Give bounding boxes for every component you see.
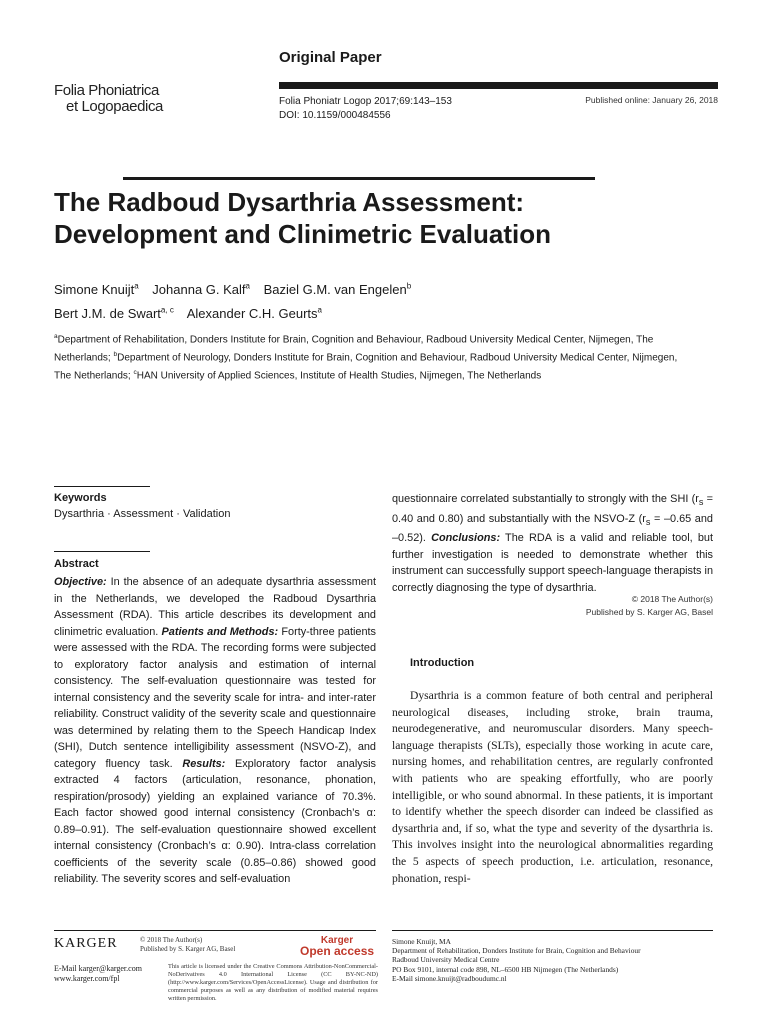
abstract-continuation: questionnaire correlated substantially to strongly with the SHI ($r_s = 0.40$ and 0.80) and substantially with the NSVO-Z ($r_s = -0.65$ and –0.52). Conclusions: The RDA is a valid and reliable tool, but further investigation is needed to demonstrate whether this instrument can successfully support speech-language therapists in correctly diagnosing the type of dysarthria. [392, 493, 713, 594]
introduction-heading: Introduction [410, 657, 475, 669]
abstract-copyright: © 2018 The Author(s) Published by S. Karger AG, Basel [585, 594, 713, 617]
footer-rule-right [392, 930, 713, 931]
publisher-logo: KARGER [54, 936, 118, 951]
publisher-contact [54, 964, 142, 984]
citation-block [279, 95, 452, 123]
introduction-body: Dysarthria is a common feature of both central and peripheral neurological diseases, including stroke, brain trauma, neurodegenerative, and neuromuscular disorders. Many speech-language therapists (SLTs), especially those working in acute care, nursing homes, and rehabilitation centres, are regularly confronted with patients who are speaking effortfully, who are poorly intelligible, or who sound abnormal. In these patients, it is important to identify whether the speech disorder can indeed be classified as dysarthria and, if so, what the type and severity of the dysarthria is. This involves insight into the neurological abnormalities regarding the 5 aspects of speech production, i.e. articulation, resonance, phonation, respi- [392, 689, 713, 885]
abstract-heading: Abstract [54, 558, 99, 570]
keywords-heading: Keywords [54, 492, 107, 504]
citation: Folia Phoniatr Logop 2017;69:143–153 [279, 96, 452, 107]
license-text: This article is licensed under the Creative Commons Attribution-NonCommercial-NoDerivatives 4.0 International License (CC BY-NC-ND) (http://www.karger.com/Services/OpenAccessLicense). Usage and distribution for commercial purposes as well as any distribution of modified material requires written permission. [168, 963, 378, 1002]
journal-name-line2: et Logopaedica [66, 98, 163, 115]
author-list [54, 277, 714, 324]
author[interactable]: Johanna G. Kalf$^a$ [152, 282, 250, 298]
journal-name-line1: Folia Phoniatrica [54, 82, 159, 99]
author[interactable]: Alexander C.H. Geurts$^a$ [186, 305, 322, 321]
title-line2: Development and Clinimetric Evaluation [54, 219, 551, 249]
footer-copyright: © 2018 The Author(s) Published by S. Karger AG, Basel [140, 936, 236, 953]
keywords-rule [54, 486, 150, 487]
doi[interactable]: DOI: 10.1159/000484556 [279, 110, 391, 121]
publisher-web[interactable]: www.karger.com/fpl [54, 974, 120, 983]
affiliations: $^a$Department of Rehabilitation, Donders Institute for Brain, Cognition and Behaviour, Radboud University Medical Center, Nijmegen, The Netherlands; $^b$Department of Neurology, Donders Institute for Brain, Cognition and Behaviour, Radboud University Medical Center, Nijmegen, The Netherlands; $^c$HAN University of Applied Sciences, Institute of Health Studies, Nijmegen, The Netherlands [54, 333, 678, 382]
author[interactable]: Simone Knuijt$^a$ [54, 282, 139, 298]
title-rule [123, 177, 595, 180]
correspondence: Simone Knuijt, MA Department of Rehabilitation, Donders Institute for Brain, Cognition and Behaviour Radboud University Medical Centre PO Box 9101, internal code 898, NL–6500 HB Nijmegen (The Netherlands) E-Mail simone.knuijt@radboudumc.nl [392, 937, 722, 983]
correspondence-email[interactable]: E-Mail simone.knuijt@radboudumc.nl [392, 973, 507, 983]
title-line1: The Radboud Dysarthria Assessment: [54, 187, 525, 217]
abstract-body: Objective: In the absence of an adequate dysarthria assessment in the Netherlands, we developed the Radboud Dysarthria Assessment (RDA). This article describes its development and clinimetric evaluation. Patients and Methods: Forty-three patients were assessed with the RDA. The recording forms were subjected to exploratory factor analysis and estimation of internal consistency. The self-evaluation questionnaire was tested for internal consistency and the severity scale for intra- and inter-rater reliability. Construct validity of the severity scale and questionnaire was determined by relating them to the Speech Handicap Index (SHI), Dutch sentence intelligibility assessment (NSVO-Z), and category fluency task. Results: Exploratory factor analysis extracted 4 factors (articulation, resonance, phonation, respiration/prosody) yielding an explained variance of 70.3%. Each factor showed good internal consistency (Cronbach’s α: 0.89–0.91). The self-evaluation questionnaire showed excellent internal consistency (Cronbach’s α: 0.90). Intra-class correlation coefficients of the severity scale (0.85–0.86) showed good reliability. The severity scores and self-evaluation [54, 576, 376, 885]
open-access-logo: Karger Open access [300, 935, 375, 958]
footer-rule-left [54, 930, 376, 931]
author[interactable]: Bert J.M. de Swart$^{a, c}$ [54, 305, 174, 321]
publisher-email[interactable]: E-Mail karger@karger.com [54, 964, 142, 973]
author[interactable]: Baziel G.M. van Engelen$^b$ [263, 282, 412, 298]
header-rule [279, 82, 718, 89]
keywords-text: Dysarthria · Assessment · Validation [54, 508, 231, 520]
journal-logo [54, 83, 163, 115]
published-date: Published online: January 26, 2018 [585, 95, 718, 105]
abstract-rule [54, 551, 150, 552]
paper-title [54, 186, 714, 250]
paper-type: Original Paper [279, 49, 382, 66]
